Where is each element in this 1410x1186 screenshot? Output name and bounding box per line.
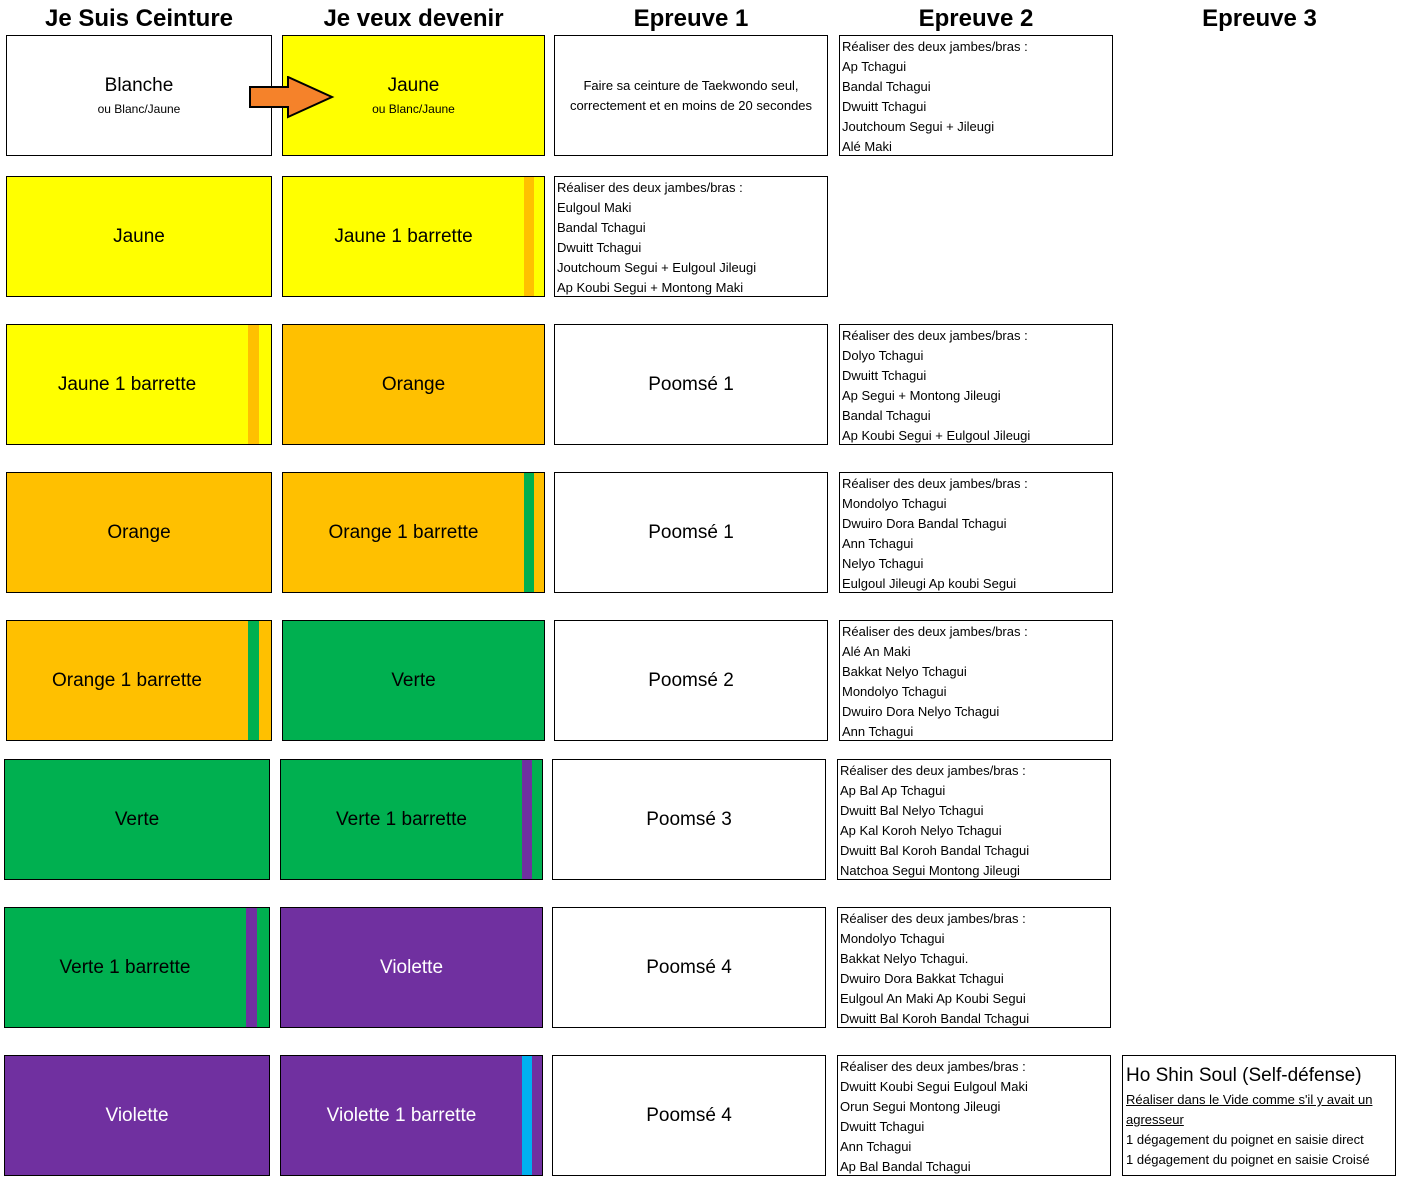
belt-stripe xyxy=(246,908,257,1027)
target-belt-verte xyxy=(282,620,545,741)
list-item: Dwuitt Tchagui xyxy=(842,99,927,114)
epreuve2-list xyxy=(839,620,1113,741)
belt-label: Jaune 1 barrette xyxy=(334,225,473,247)
list-item: Dolyo Tchagui xyxy=(842,348,924,363)
epreuve1-cell: Poomsé 4 xyxy=(552,907,826,1028)
list-item: Alé Maki xyxy=(842,139,892,154)
current-belt-blanche xyxy=(6,35,272,156)
target-belt-orange-1-barrette xyxy=(282,472,545,593)
list-item: Bandal Tchagui xyxy=(842,79,931,94)
list-item: Réaliser des deux jambes/bras : xyxy=(840,911,1026,926)
belt-stripe xyxy=(524,473,534,592)
list-item: 1 dégagement du poignet en saisie Croisé xyxy=(1126,1152,1370,1167)
list-item: Ap Segui + Montong Jileugi xyxy=(842,388,1001,403)
target-belt-violette-1-barrette xyxy=(280,1055,543,1176)
list-item: Réaliser des deux jambes/bras : xyxy=(842,476,1028,491)
belt-sublabel: ou Blanc/Jaune xyxy=(372,102,455,116)
right-arrow-icon xyxy=(248,76,336,120)
current-belt-orange-1-barrette xyxy=(6,620,272,741)
epreuve1-cell: Poomsé 1 xyxy=(554,324,828,445)
target-belt-jaune-1-barrette xyxy=(282,176,545,297)
epreuve3-self-defense xyxy=(1122,1055,1396,1176)
list-item: Dwuitt Koubi Segui Eulgoul Maki xyxy=(840,1079,1028,1094)
epreuve2-list xyxy=(837,1055,1111,1176)
list-item: Réaliser des deux jambes/bras : xyxy=(842,328,1028,343)
epreuve2-list xyxy=(837,759,1111,880)
list-item: Dwuitt Bal Nelyo Tchagui xyxy=(840,803,984,818)
belt-label: Jaune xyxy=(113,225,165,247)
belt-label: Verte xyxy=(391,669,436,691)
list-item: Dwuitt Tchagui xyxy=(557,240,642,255)
target-belt-orange xyxy=(282,324,545,445)
list-item: Ann Tchagui xyxy=(842,536,914,551)
list-item: Eulgoul Jileugi Ap koubi Segui xyxy=(842,576,1017,591)
list-item: Bandal Tchagui xyxy=(842,408,931,423)
current-belt-verte-1-barrette xyxy=(4,907,270,1028)
list-item: Ap Kal Koroh Nelyo Tchagui xyxy=(840,823,1002,838)
current-belt-verte xyxy=(4,759,270,880)
list-item: Mondolyo Tchagui xyxy=(842,684,947,699)
list-item: Alé An Maki xyxy=(842,644,911,659)
list-item: Ap Bal Ap Tchagui xyxy=(840,783,946,798)
current-belt-orange xyxy=(6,472,272,593)
belt-label: Verte 1 barrette xyxy=(336,808,467,830)
belt-label: Blanche xyxy=(104,75,174,96)
belt-label: Violette 1 barrette xyxy=(326,1104,477,1126)
epreuve1-list xyxy=(554,176,828,297)
header-epreuve-1: Epreuve 1 xyxy=(633,5,749,32)
list-item: Bandal Tchagui xyxy=(557,220,646,235)
list-item: Bakkat Nelyo Tchagui. xyxy=(840,951,969,966)
list-item: Ap Koubi Segui + Eulgoul Jileugi xyxy=(842,428,1031,443)
list-item: Dwuiro Dora Bandal Tchagui xyxy=(842,516,1007,531)
list-item: Réaliser des deux jambes/bras : xyxy=(840,763,1026,778)
list-item: Ap Koubi Segui + Montong Maki xyxy=(557,280,744,295)
belt-label: Violette xyxy=(379,956,444,978)
belt-stripe xyxy=(522,1056,532,1175)
belt-label: Orange 1 barrette xyxy=(328,521,479,543)
epreuve3-title: Ho Shin Soul (Self-défense) xyxy=(1126,1065,1362,1086)
list-item: Dwuitt Bal Koroh Bandal Tchagui xyxy=(840,1011,1030,1026)
list-item: Bakkat Nelyo Tchagui xyxy=(842,664,967,679)
list-item: Dwuiro Dora Nelyo Tchagui xyxy=(842,704,1000,719)
current-belt-jaune xyxy=(6,176,272,297)
epreuve2-list xyxy=(839,324,1113,445)
list-item: Dwuiro Dora Bakkat Tchagui xyxy=(840,971,1004,986)
header-epreuve-3: Epreuve 3 xyxy=(1202,5,1317,32)
target-belt-violette xyxy=(280,907,543,1028)
target-belt-verte-1-barrette xyxy=(280,759,543,880)
list-item: Ann Tchagui xyxy=(840,1139,912,1154)
epreuve1-cell: Poomsé 4 xyxy=(552,1055,826,1176)
current-belt-jaune-1-barrette xyxy=(6,324,272,445)
list-item: Ann Tchagui xyxy=(842,724,914,739)
epreuve2-list xyxy=(839,35,1113,156)
list-item: Eulgoul Maki xyxy=(557,200,632,215)
belt-label: Verte xyxy=(114,808,160,830)
list-item: Réaliser des deux jambes/bras : xyxy=(840,1059,1026,1074)
list-item: Natchoa Segui Montong Jileugi xyxy=(840,863,1020,878)
belt-stripe xyxy=(524,177,534,296)
list-item: Réaliser des deux jambes/bras : xyxy=(842,39,1028,54)
list-item: Mondolyo Tchagui xyxy=(842,496,947,511)
belt-label: Orange 1 barrette xyxy=(52,669,202,691)
belt-label: Jaune xyxy=(387,75,440,96)
list-item: Réaliser des deux jambes/bras : xyxy=(842,624,1028,639)
list-item: Dwuitt Tchagui xyxy=(842,368,927,383)
list-item: Ap Tchagui xyxy=(842,59,907,74)
header-je-veux-devenir: Je veux devenir xyxy=(323,5,504,32)
belt-label: Orange xyxy=(107,521,171,543)
epreuve1-cell: Poomsé 2 xyxy=(554,620,828,741)
header-je-suis-ceinture: Je Suis Ceinture xyxy=(44,5,234,32)
epreuve1-cell: Faire sa ceinture de Taekwondo seul, correctement et en moins de 20 secondes xyxy=(554,35,828,156)
epreuve1-cell: Poomsé 1 xyxy=(554,472,828,593)
belt-stripe xyxy=(248,621,259,740)
epreuve1-cell: Poomsé 3 xyxy=(552,759,826,880)
epreuve2-list xyxy=(839,472,1113,593)
belt-sublabel: ou Blanc/Jaune xyxy=(97,102,181,116)
list-item: Dwuitt Bal Koroh Bandal Tchagui xyxy=(840,843,1030,858)
list-item: Eulgoul An Maki Ap Koubi Segui xyxy=(840,991,1026,1006)
belt-stripe xyxy=(248,325,259,444)
list-item: Réaliser des deux jambes/bras : xyxy=(557,180,743,195)
belt-stripe xyxy=(522,760,532,879)
epreuve2-list xyxy=(837,907,1111,1028)
belt-label: Violette xyxy=(105,1104,169,1126)
list-item: Joutchoum Segui + Eulgoul Jileugi xyxy=(557,260,757,275)
current-belt-violette xyxy=(4,1055,270,1176)
header-epreuve-2: Epreuve 2 xyxy=(918,5,1034,32)
list-item: Ap Bal Bandal Tchagui xyxy=(840,1159,971,1174)
list-item: Orun Segui Montong Jileugi xyxy=(840,1099,1001,1114)
list-item: Nelyo Tchagui xyxy=(842,556,924,571)
epreuve3-instruction: Réaliser dans le Vide comme s'il y avait un agresseur xyxy=(1126,1092,1373,1127)
belt-label: Verte 1 barrette xyxy=(59,956,191,978)
belt-label: Jaune 1 barrette xyxy=(57,373,197,395)
list-item: Dwuitt Tchagui xyxy=(840,1119,925,1134)
list-item: Joutchoum Segui + Jileugi xyxy=(842,119,995,134)
list-item: Mondolyo Tchagui xyxy=(840,931,945,946)
belt-label: Orange xyxy=(381,373,446,395)
list-item: 1 dégagement du poignet en saisie direct xyxy=(1126,1132,1364,1147)
